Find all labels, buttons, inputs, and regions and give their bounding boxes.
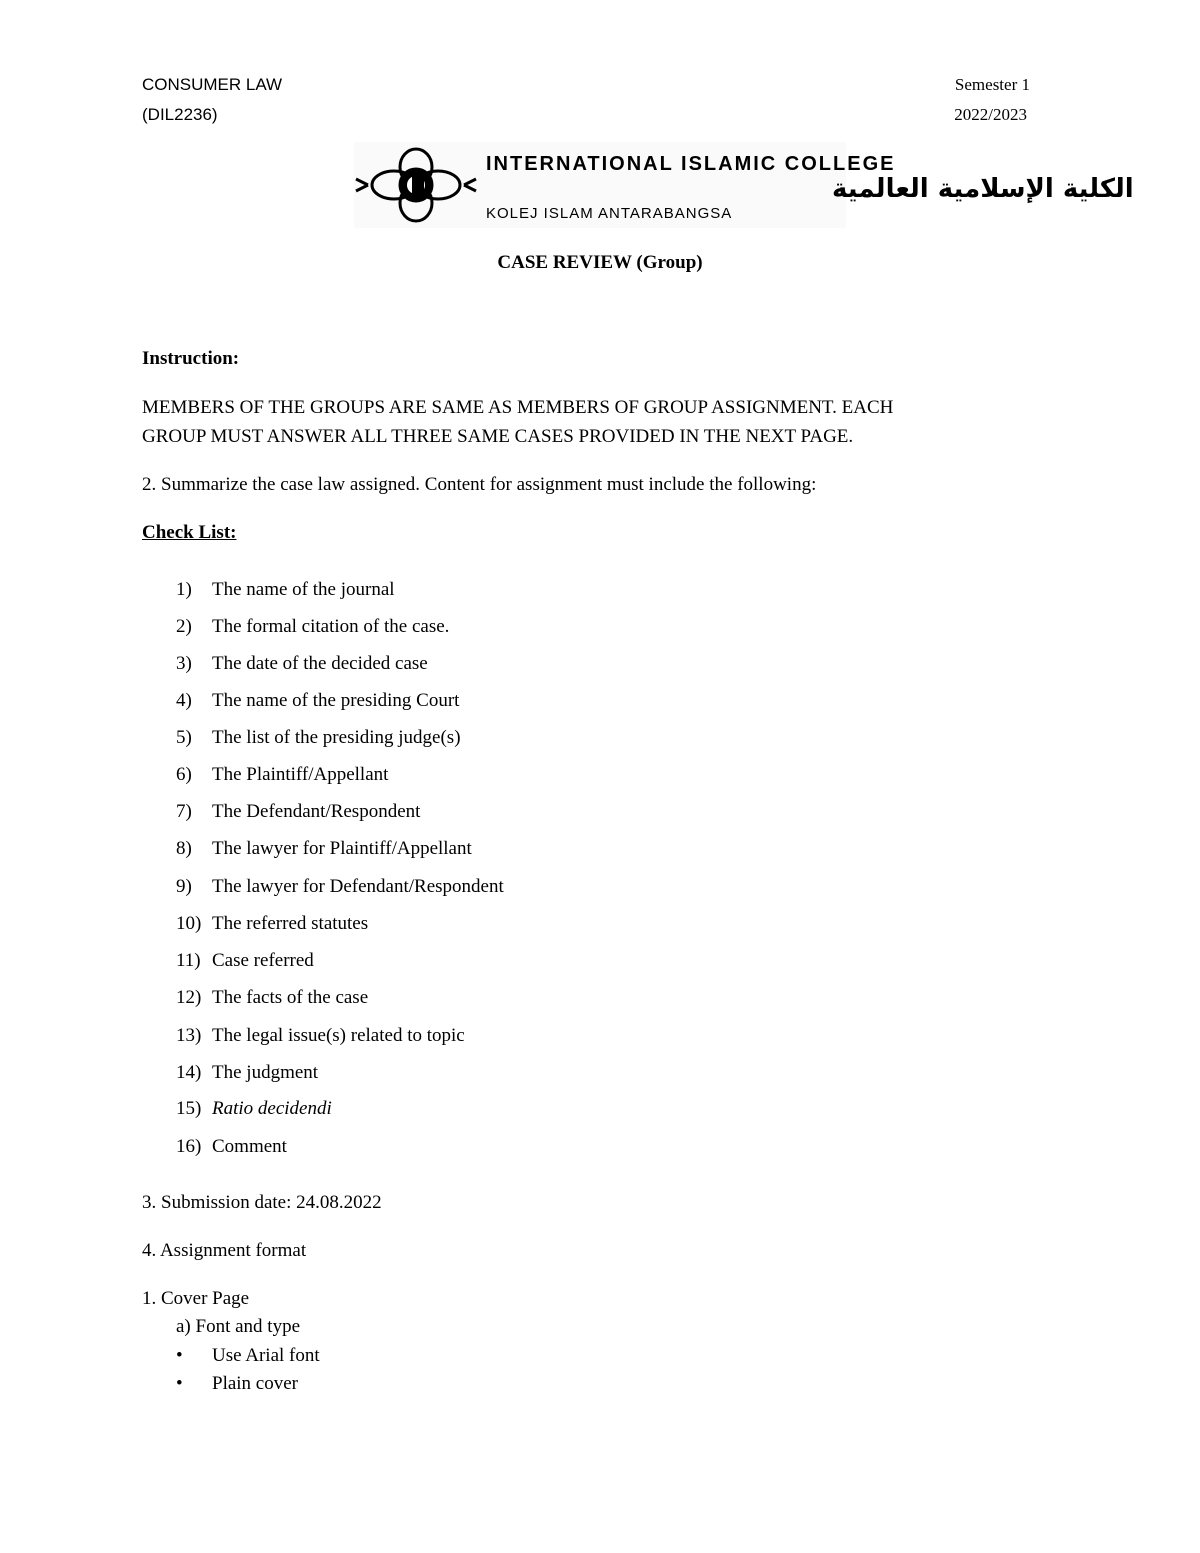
bullet-item: • Plain cover	[176, 1373, 299, 1394]
instruction-line-1: MEMBERS OF THE GROUPS ARE SAME AS MEMBERS OF GROUP ASSIGNMENT. EACH	[142, 397, 894, 418]
page-title: CASE REVIEW (Group)	[497, 252, 703, 273]
list-item: 15) Ratio decidendi	[176, 1098, 332, 1119]
bullet-item: • Use Arial font	[176, 1345, 320, 1366]
session-label: 2022/2023	[954, 105, 1027, 124]
bullet-icon: •	[176, 1345, 183, 1366]
format-heading: 4. Assignment format	[142, 1240, 307, 1261]
instruction-line-2: GROUP MUST ANSWER ALL THREE SAME CASES PROVIDED IN THE NEXT PAGE.	[142, 426, 854, 447]
semester-label: Semester 1	[954, 75, 1030, 94]
list-item: 7) The Defendant/Respondent	[176, 801, 421, 822]
list-item: 4) The name of the presiding Court	[176, 690, 460, 711]
list-item: 13) The legal issue(s) related to topic	[176, 1025, 465, 1046]
logo-name-ms: KOLEJ ISLAM ANTARABANGSA	[486, 205, 733, 222]
list-item: 2) The formal citation of the case.	[176, 616, 450, 637]
instruction-heading: Instruction:	[142, 348, 240, 369]
course-code: (DIL2236)	[142, 105, 218, 124]
college-logo	[354, 142, 1134, 228]
logo-name-en: INTERNATIONAL ISLAMIC COLLEGE	[486, 153, 896, 175]
submission-date: 3. Submission date: 24.08.2022	[142, 1192, 382, 1213]
list-item: 1) The name of the journal	[176, 579, 395, 600]
list-item: 3) The date of the decided case	[176, 653, 428, 674]
list-item: 11) Case referred	[176, 950, 314, 971]
cover-page-item: 1. Cover Page	[142, 1288, 250, 1309]
list-item: 9) The lawyer for Defendant/Respondent	[176, 876, 504, 897]
list-item: 12) The facts of the case	[176, 987, 369, 1008]
list-item: 14) The judgment	[176, 1062, 319, 1083]
font-type-item: a) Font and type	[176, 1316, 301, 1337]
list-item: 6) The Plaintiff/Appellant	[176, 764, 389, 785]
college-emblem-icon	[354, 142, 1134, 228]
list-item: 16) Comment	[176, 1136, 287, 1157]
list-item: 5) The list of the presiding judge(s)	[176, 727, 461, 748]
bullet-icon: •	[176, 1373, 183, 1394]
list-item: 10) The referred statutes	[176, 913, 369, 934]
list-item: 8) The lawyer for Plaintiff/Appellant	[176, 838, 472, 859]
logo-name-ar: الكلية الإسلامية العالمية	[832, 174, 1134, 204]
summary-instruction: 2. Summarize the case law assigned. Content for assignment must include the following:	[142, 474, 817, 495]
checklist-heading: Check List:	[142, 522, 237, 543]
course-name: CONSUMER LAW	[142, 75, 283, 94]
